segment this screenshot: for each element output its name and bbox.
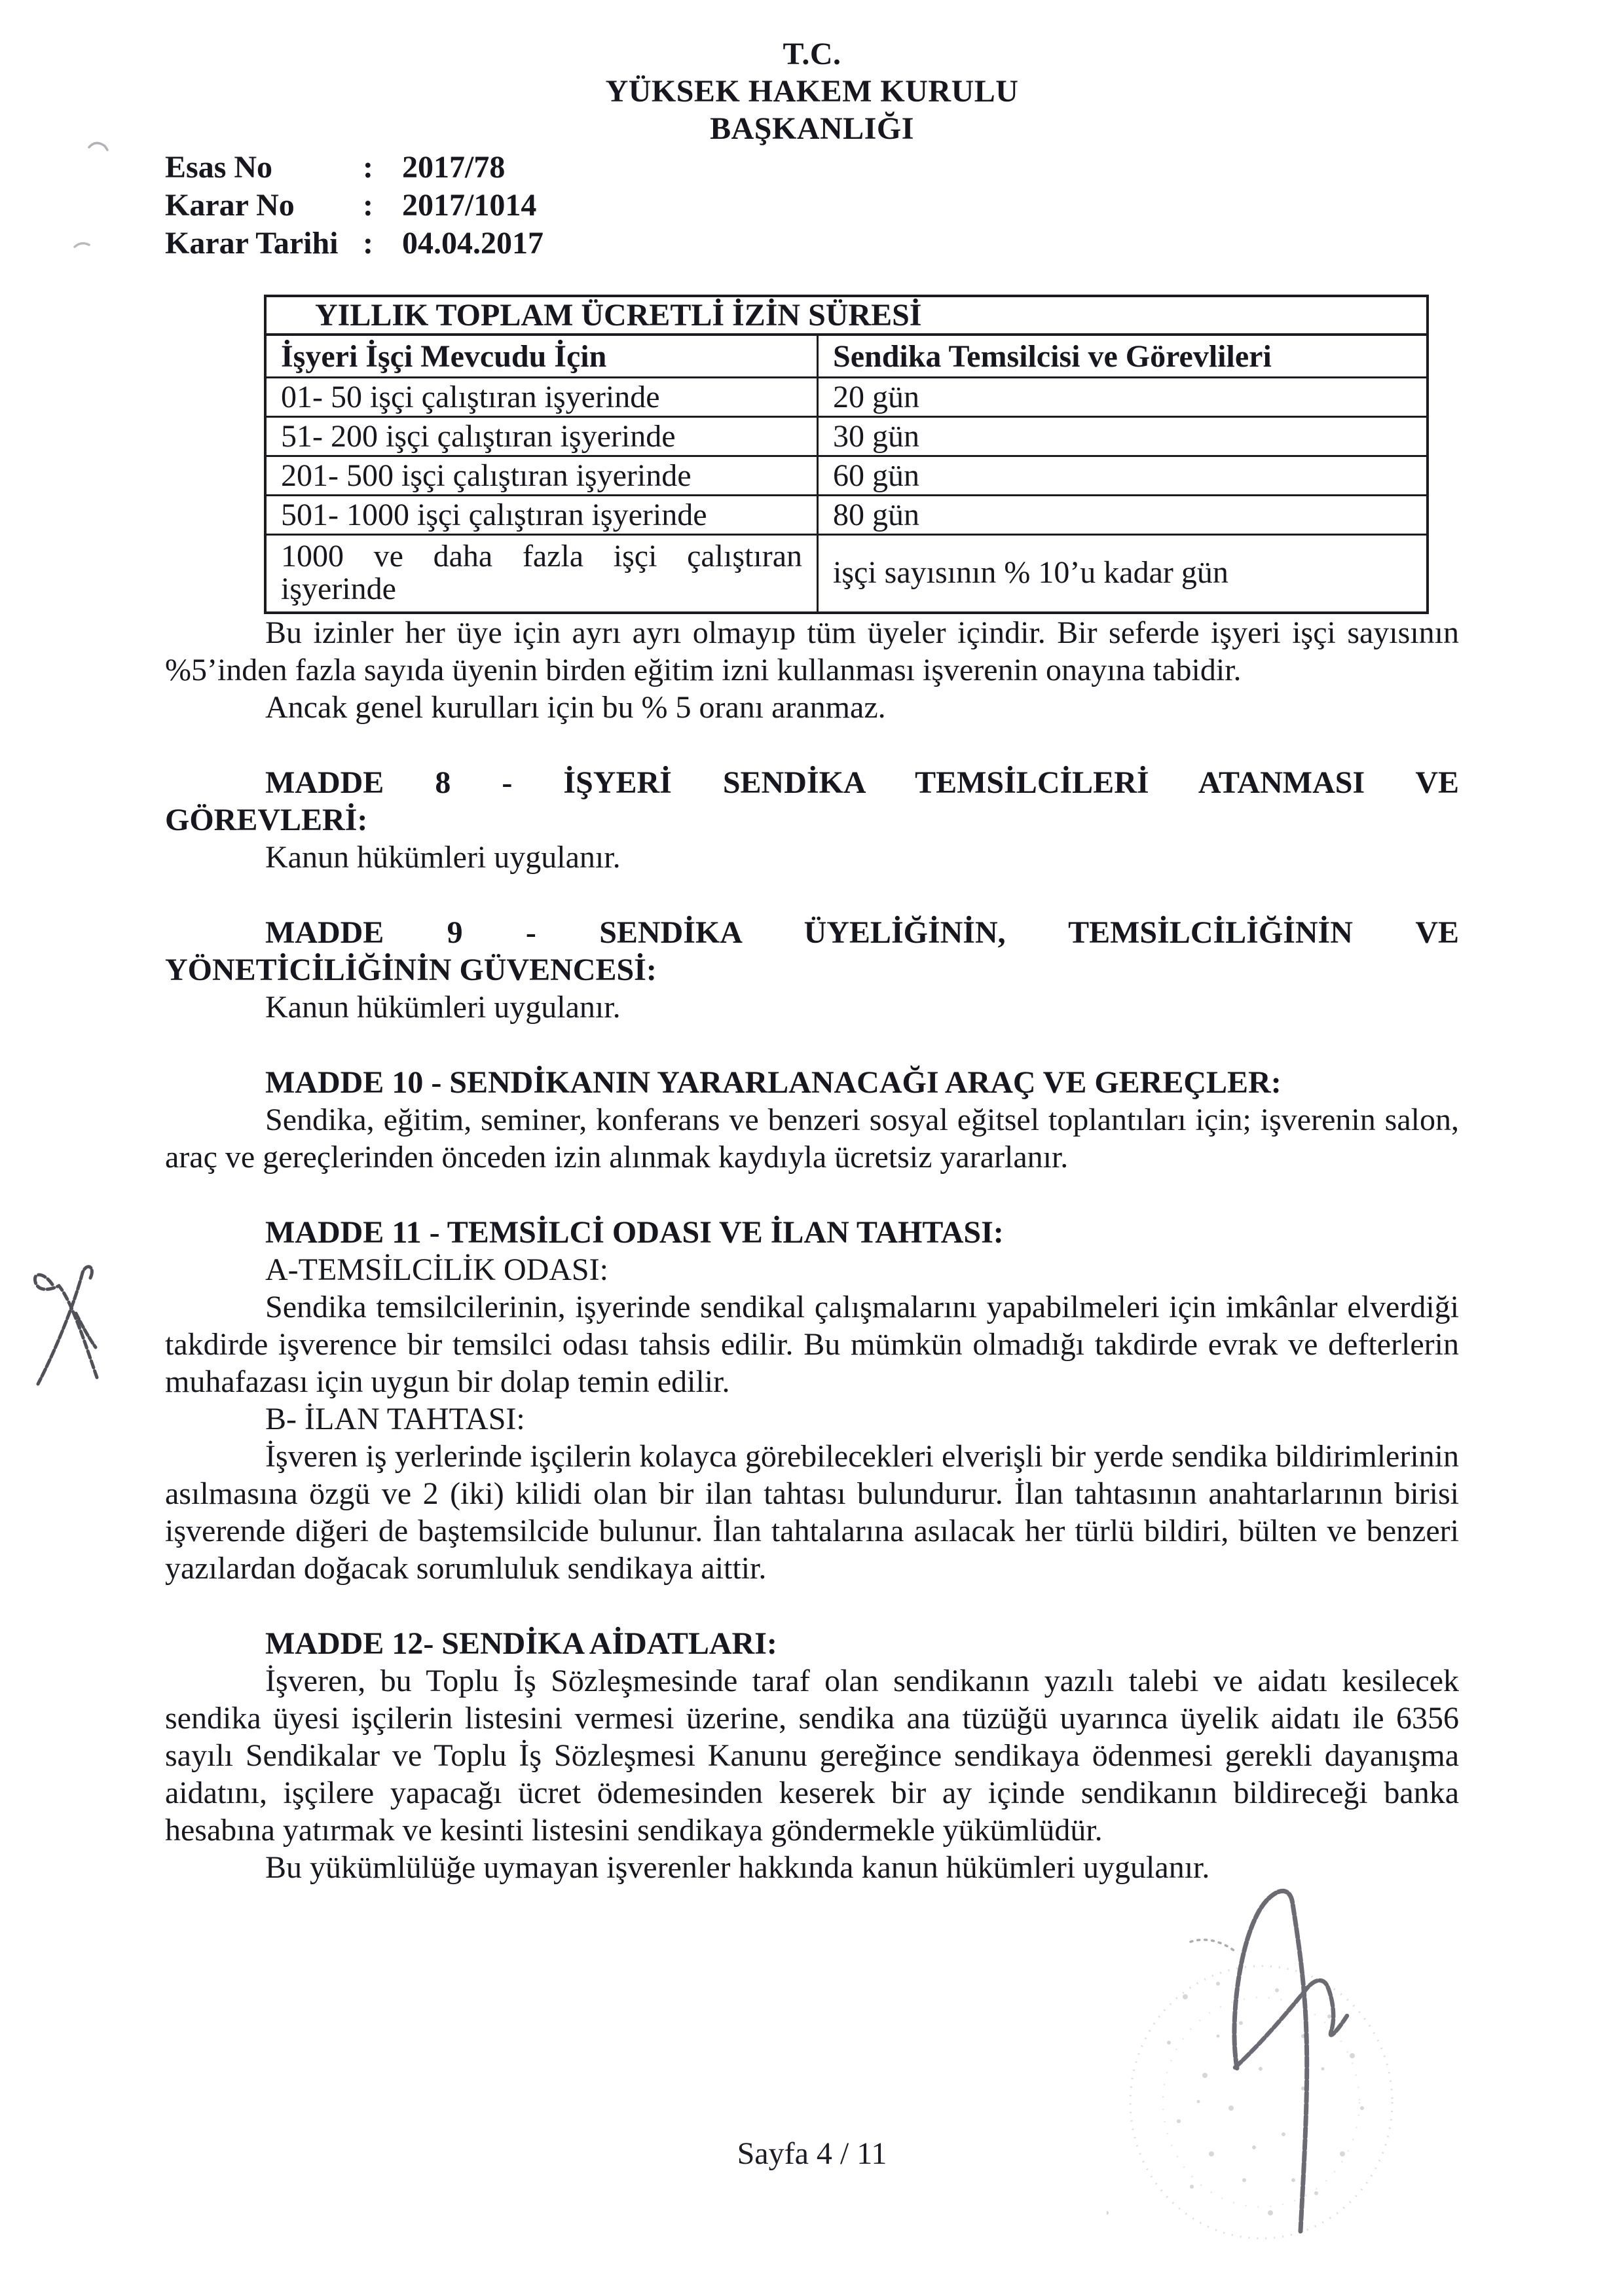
- page-content: [165, 35, 1459, 1886]
- table-row: [265, 378, 1428, 417]
- letterhead-line-kurul: YÜKSEK HAKEM KURULU: [605, 74, 1019, 109]
- meta-row-esas: [165, 149, 1459, 187]
- col-header-temsilci: Sendika Temsilcisi ve Görevlileri: [818, 335, 1428, 378]
- cell-days: işçi sayısının % 10’u kadar gün: [818, 535, 1428, 613]
- madde10-body: Sendika, eğitim, seminer, konferans ve benzeri sosyal eğitsel toplantıları için; işverenin salon, araç ve gereçlerinden önceden izin alınmak kaydıyla ücretsiz yararlanır.: [165, 1102, 1459, 1175]
- table-row: [265, 535, 1428, 613]
- cell-days: 30 gün: [818, 417, 1428, 456]
- colon: :: [363, 188, 373, 223]
- margin-pen-marks: [65, 128, 124, 265]
- document-body: [165, 614, 1459, 1886]
- madde11-subheading-a: A-TEMSİLCİLİK ODASI:: [265, 1252, 608, 1287]
- madde11-body-b: İşveren iş yerlerinde işçilerin kolayca görebilecekleri elverişli bir yerde sendika bildirimlerinin asılmasına özgü ve 2 (iki) kilidi olan bir ilan tahtası bulundurur. İlan tahtasının anahtarlarının birisi işverende diğeri de baştemsilcide bulunur. İlan tahtalarına asılacak her türlü bildiri, bülten ve benzeri yazılardan doğacak sorumluluk sendikaya aittir.: [165, 1439, 1459, 1586]
- madde12-body: İşveren, bu Toplu İş Sözleşmesinde taraf olan sendikanın yazılı talebi ve aidatı kesilecek sendika üyesi işçilerin listesini vermesi üzerine, sendika ana tüzüğü uyarınca üyelik aidatı ile 6356 sayılı Sendikalar ve Toplu İş Sözleşmesi Kanunu gereğince sendikaya ödenmesi gerekli dayanışma aidatını, işçilere yapacağı ücret ödemesinden keserek bir ay içinde sendikanın bildireceği banka hesabına yatırmak ve kesinti listesini sendikaya göndermekle yükümlüdür.: [165, 1664, 1459, 1848]
- cell-days: 20 gün: [818, 378, 1428, 417]
- letterhead-line-tc: T.C.: [783, 37, 841, 71]
- col-header-mevcut: İşyeri İşçi Mevcudu İçin: [265, 335, 818, 378]
- paragraph-izinler: Bu izinler her üye için ayrı ayrı olmayıp tüm üyeler içindir. Bir seferde işyeri işçi sayısının %5’inden fazla sayıda üyenin birden eğitim izni kullanması işverenin onayına tabidir.: [165, 615, 1459, 687]
- stamp-mark: [1107, 1966, 1392, 2238]
- letterhead-line-baskanlik: BAŞKANLIĞI: [710, 111, 914, 146]
- signature: [1107, 1872, 1421, 2278]
- madde8-heading-line1: MADDE 8 - İŞYERİ SENDİKA TEMSİLCİLERİ ATANMASI VE: [265, 765, 1459, 800]
- madde8-body: Kanun hükümleri uygulanır.: [265, 840, 621, 875]
- cell-range: 51- 200 işçi çalıştıran işyerinde: [265, 417, 818, 456]
- cell-range: 501- 1000 işçi çalıştıran işyerinde: [265, 496, 818, 535]
- decision-meta: [165, 149, 1459, 263]
- madde11-heading: MADDE 11 - TEMSİLCİ ODASI VE İLAN TAHTASI:: [265, 1215, 1004, 1250]
- initials-scribble: [13, 1256, 111, 1393]
- karar-no-label: Karar No: [165, 188, 295, 223]
- cell-range: 1000 ve daha fazla işçi çalıştıran işyerinde: [265, 535, 818, 613]
- madde12-heading: MADDE 12- SENDİKA AİDATLARI:: [265, 1626, 777, 1661]
- colon: :: [363, 226, 373, 261]
- esas-no-value: 2017/78: [402, 150, 506, 185]
- meta-row-tarih: [165, 225, 1459, 263]
- meta-row-karar: [165, 187, 1459, 225]
- page-number: Sayfa 4 / 11: [737, 2136, 887, 2171]
- table-row: [265, 496, 1428, 535]
- table-row: [265, 456, 1428, 496]
- cell-range: 01- 50 işçi çalıştıran işyerinde: [265, 378, 818, 417]
- madde8-heading-line2: GÖREVLERİ:: [165, 803, 368, 837]
- karar-tarihi-label: Karar Tarihi: [165, 226, 339, 261]
- karar-tarihi-value: 04.04.2017: [402, 226, 544, 261]
- esas-no-label: Esas No: [165, 150, 273, 185]
- table-row: [265, 417, 1428, 456]
- madde9-heading-line1: MADDE 9 - SENDİKA ÜYELİĞİNİN, TEMSİLCİLİĞİNİN VE: [265, 915, 1459, 950]
- paragraph-ancak: Ancak genel kurulları için bu % 5 oranı aranmaz.: [265, 690, 886, 725]
- madde11-body-a: Sendika temsilcilerinin, işyerinde sendikal çalışmalarını yapabilmeleri için imkânlar elverdiği takdirde işverence bir temsilci odası tahsis edilir. Bu mümkün olmadığı takdirde evrak ve defterlerin muhafazası için uygun bir dolap temin edilir.: [165, 1290, 1459, 1399]
- paragraph-yukumluluk: Bu yükümlülüğe uymayan işverenler hakkında kanun hükümleri uygulanır.: [265, 1850, 1210, 1885]
- madde9-heading-line2: YÖNETİCİLİĞİNİN GÜVENCESİ:: [165, 953, 657, 987]
- table-title-row: [265, 296, 1428, 335]
- table-header-row: [265, 335, 1428, 378]
- madde10-heading: MADDE 10 - SENDİKANIN YARARLANACAĞI ARAÇ VE GEREÇLER:: [265, 1065, 1282, 1100]
- karar-no-value: 2017/1014: [402, 188, 537, 223]
- letterhead: [165, 35, 1459, 147]
- table-title: YILLIK TOPLAM ÜCRETLİ İZİN SÜRESİ: [265, 296, 1428, 335]
- colon: :: [363, 150, 373, 185]
- madde11-subheading-b: B- İLAN TAHTASI:: [265, 1402, 525, 1436]
- madde9-body: Kanun hükümleri uygulanır.: [265, 990, 621, 1025]
- cell-range: 201- 500 işçi çalıştıran işyerinde: [265, 456, 818, 496]
- pen-trail: [1190, 1940, 1236, 1952]
- cell-days: 60 gün: [818, 456, 1428, 496]
- cell-days: 80 gün: [818, 496, 1428, 535]
- leave-duration-table: [264, 295, 1429, 614]
